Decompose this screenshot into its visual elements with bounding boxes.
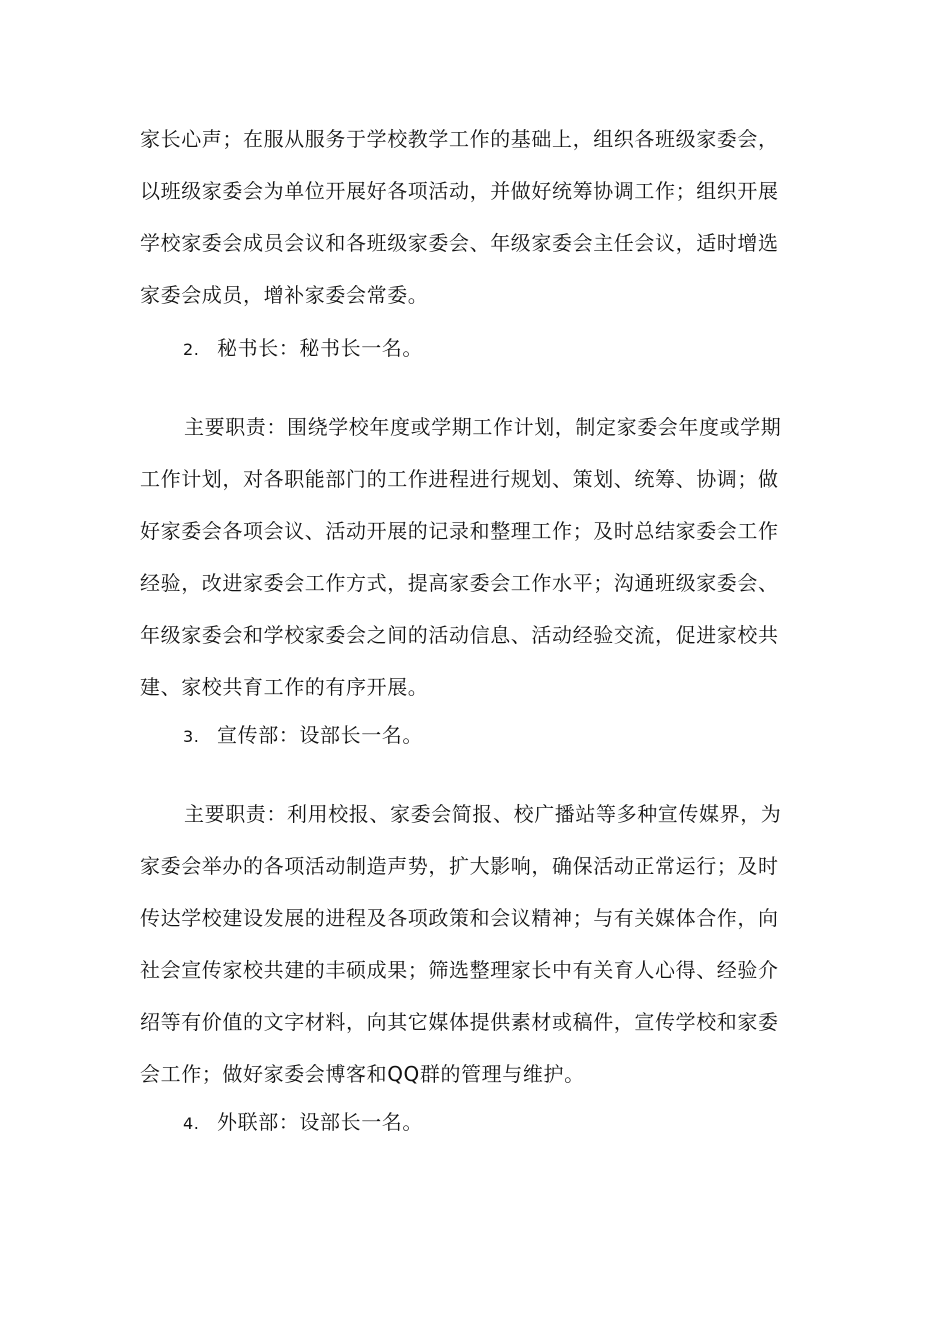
text-line: 主要职责：利用校报、家委会简报、校广播站等多种宣传媒界，为 — [184, 802, 782, 826]
paragraph-secretary-duties — [140, 401, 805, 713]
text-line: 主要职责：围绕学校年度或学期工作计划，制定家委会年度或学期 — [184, 415, 782, 439]
section-heading-secretary — [183, 322, 423, 376]
text-line: 年级家委会和学校家委会之间的活动信息、活动经验交流，促进家校共 — [140, 623, 779, 647]
text-line: 工作计划，对各职能部门的工作进程进行规划、策划、统筹、协调；做 — [140, 467, 779, 491]
text-line: 家委会成员，增补家委会常委。 — [140, 283, 429, 307]
section-number: 3. — [183, 727, 200, 746]
text-line: 好家委会各项会议、活动开展的记录和整理工作；及时总结家委会工作 — [140, 519, 779, 543]
section-title: 秘书长：秘书长一名。 — [217, 336, 423, 360]
section-title: 宣传部：设部长一名。 — [217, 723, 423, 747]
section-title: 外联部：设部长一名。 — [217, 1110, 423, 1134]
text-line: 以班级家委会为单位开展好各项活动，并做好统筹协调工作；组织开展 — [140, 179, 779, 203]
text-line: 传达学校建设发展的进程及各项政策和会议精神；与有关媒体合作，向 — [140, 906, 779, 930]
paragraph-parent-voice — [140, 113, 805, 321]
text-line: 学校家委会成员会议和各班级家委会、年级家委会主任会议，适时增选 — [140, 231, 779, 255]
text-line: 会工作；做好家委会博客和QQ群的管理与维护。 — [140, 1062, 585, 1086]
text-line: 家长心声；在服从服务于学校教学工作的基础上，组织各班级家委会， — [140, 127, 779, 151]
text-line: 经验，改进家委会工作方式，提高家委会工作水平；沟通班级家委会、 — [140, 571, 779, 595]
text-line: 家委会举办的各项活动制造声势，扩大影响，确保活动正常运行；及时 — [140, 854, 779, 878]
section-heading-publicity — [183, 709, 423, 763]
paragraph-publicity-duties — [140, 788, 805, 1100]
text-line: 建、家校共育工作的有序开展。 — [140, 675, 429, 699]
section-number: 4. — [183, 1114, 200, 1133]
section-heading-external-relations — [183, 1096, 423, 1150]
text-line: 社会宣传家校共建的丰硕成果；筛选整理家长中有关育人心得、经验介 — [140, 958, 779, 982]
text-line: 绍等有价值的文字材料，向其它媒体提供素材或稿件，宣传学校和家委 — [140, 1010, 779, 1034]
section-number: 2. — [183, 340, 200, 359]
